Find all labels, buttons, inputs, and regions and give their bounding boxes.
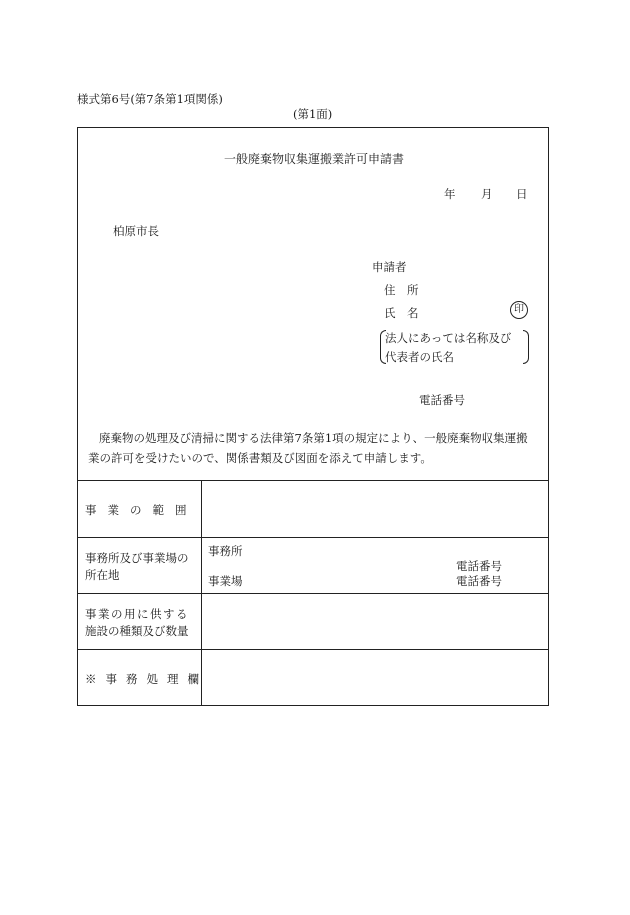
page-label: (第1面) (293, 107, 333, 121)
form-title: 一般廃棄物収集運搬業許可申請書 (224, 152, 405, 166)
table-row-divider (78, 537, 548, 538)
bracket-right (523, 330, 529, 364)
applicant-label: 申請者 (372, 260, 407, 274)
address-label: 住 所 (384, 283, 419, 297)
date-month-label: 月 (481, 187, 493, 201)
body-text-line1: 廃棄物の処理及び清掃に関する法律第7条第1項の規定により、一般廃棄物収集運搬 (99, 431, 528, 445)
office-label: 事務所 (208, 544, 243, 558)
office-phone-label: 電話番号 (456, 559, 502, 573)
form-number: 様式第6号(第7条第1項関係) (77, 92, 223, 106)
body-text-line2: 業の許可を受けたいので、関係書類及び図面を添えて申請します。 (88, 451, 432, 465)
business-scope-label: 事業の範囲 (85, 503, 198, 517)
name-label: 氏 名 (384, 306, 419, 320)
date-year-label: 年 (444, 187, 456, 201)
corporate-note-line2: 代表者の氏名 (385, 350, 454, 364)
location-label-line2: 所在地 (85, 568, 120, 582)
location-label-line1: 事務所及び事業場の (85, 551, 189, 565)
table-row-divider (78, 649, 548, 650)
table-row-divider (78, 593, 548, 594)
addressee: 柏原市長 (113, 224, 159, 238)
facilities-label-line1: 事業の用に供する (85, 607, 189, 621)
site-label: 事業場 (208, 574, 243, 588)
office-use-label: ※事務処理欄 (85, 672, 208, 686)
seal-mark: 印 (510, 301, 528, 319)
phone-label: 電話番号 (419, 393, 465, 407)
facilities-label-line2: 施設の種類及び数量 (85, 624, 189, 638)
date-day-label: 日 (516, 187, 528, 201)
application-form-box (77, 127, 549, 481)
site-phone-label: 電話番号 (456, 574, 502, 588)
corporate-note-line1: 法人にあっては名称及び (385, 331, 512, 345)
